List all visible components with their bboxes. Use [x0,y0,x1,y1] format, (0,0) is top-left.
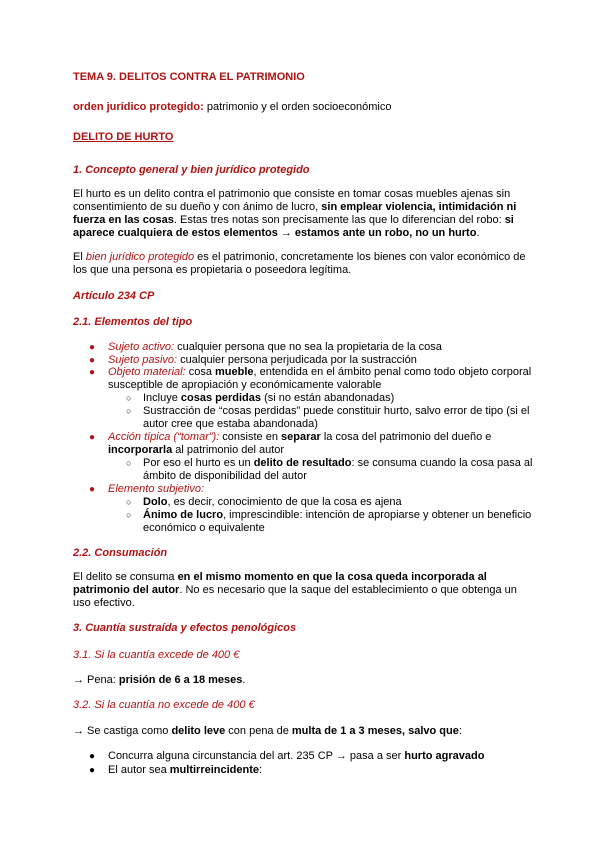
sub-bold: Ánimo de lucro [143,509,224,521]
list-item [89,431,535,457]
item-bold: separar [281,431,321,443]
bullet-icon: ● [89,751,96,762]
item-text: cualquier persona que no sea la propietaria de la cosa [174,341,442,353]
s1-paragraph-2 [73,251,535,277]
item-text: : [259,764,263,776]
pena1-text-a: → Pena: [73,674,119,686]
circle-bullet-icon: ○ [126,406,132,416]
list-item [89,483,535,496]
legal-good-label: orden jurídico protegido: [73,101,204,113]
document-title: TEMA 9. DELITOS CONTRA EL PATRIMONIO [73,71,305,83]
item-label: Sujeto pasivo: [108,354,178,366]
s1-p1-text-c: . Estas tres notas son precisamente las que lo diferencian del robo: [173,214,505,226]
bullet-icon: ● [89,367,96,378]
s1-p1-text-a: El hurto es un delito contra el patrimonio que consiste en tomar cosas muebles ajenas sin consentimiento de su dueño y con ánimo de lucro, [73,188,511,213]
pena-2 [73,725,535,738]
circle-bullet-icon: ○ [126,458,132,468]
item-bold: mueble [215,366,254,378]
s22-text-a: El delito se consuma [73,571,178,583]
item-text: cosa [185,366,216,378]
sub-text: , es decir, conocimiento de que la cosa es ajena [167,496,402,508]
circle-bullet-icon: ○ [126,510,132,520]
s22-heading: 2.2. Consumación [73,547,168,559]
list-item [89,764,535,777]
pena1-bold-b: prisión de 6 a 18 meses [118,674,243,686]
item-text: Concurra alguna circunstancia del art. 235 CP → pasa a ser [108,750,405,762]
pena2-text-a: → Se castiga como [73,725,172,737]
sub-bold: Dolo [143,496,168,508]
sub-text: Por eso el hurto es un [143,457,254,469]
s1-p2-text-a: El [73,251,86,263]
s3-heading: 3. Cuantía sustraída y efectos penológicos [73,622,297,634]
sub-text: Sustracción de “cosas perdidas” puede constituir hurto, salvo error de tipo (si el autor cree que estaba abandonada) [143,405,530,430]
s31-heading: 3.1. Si la cuantía excede de 400 € [73,649,240,661]
s1-heading: 1. Concepto general y bien jurídico protegido [73,164,310,176]
legal-good-line [73,101,535,114]
item-label: Acción típica (“tomar”): [108,431,220,443]
pena2-text-e: : [458,725,462,737]
item-bold: hurto agravado [404,750,485,762]
s21-heading: 2.1. Elementos del tipo [73,316,193,328]
sub-list-item [126,457,535,483]
s22-bold-b: en el mismo momento en que la cosa queda incorporada al patrimonio del autor [73,571,487,596]
bullet-icon: ● [89,355,96,366]
sub-list-item [126,392,535,405]
s1-p2-italic-b: bien jurídico protegido [85,251,195,263]
list-item [89,341,535,354]
list-item [89,750,535,763]
circle-bullet-icon: ○ [126,393,132,403]
bullet-icon: ● [89,342,96,353]
s22-text-c: . No es necesario que la saque del establecimiento o que obtenga un uso efectivo. [73,584,517,609]
sub-text: , imprescindible: intención de apropiarse y obtener un beneficio económico o equivalente [143,509,532,534]
sub-bold: delito de resultado [253,457,352,469]
bullet-icon: ● [89,432,96,443]
pena2-bold-d: multa de 1 a 3 meses, salvo que [291,725,459,737]
sub-text: : se consuma cuando la cosa pasa al ámbito de disponibilidad del autor [143,457,533,482]
s1-p1-bold-b: sin emplear violencia, intimidación ni fuerza en las cosas [73,201,517,226]
item-text: , entendida en el ámbito penal como todo objeto corporal susceptible de apropiación y económicamente valorable [108,366,532,391]
legal-good-text: patrimonio y el orden socioeconómico [203,101,392,113]
pena2-bold-b: delito leve [171,725,226,737]
bullet-icon: ● [89,765,96,776]
circle-bullet-icon: ○ [126,497,132,507]
section-heading: DELITO DE HURTO [73,131,174,143]
item-label: Elemento subjetivo: [108,483,204,495]
item-text: consiste en [219,431,282,443]
sub-bold: cosas perdidas [180,392,262,404]
s1-p1-bold-d: si aparece cualquiera de estos elementos → estamos ante un robo, no un hurto [73,214,514,239]
item-text: cualquier persona perjudicada por la sustracción [177,354,417,366]
s1-p1-text-e: . [476,227,480,239]
item-text: al patrimonio del autor [172,444,285,456]
item-bold: incorporarla [108,444,173,456]
sub-list-item [126,509,535,535]
sub-text: Incluye [143,392,181,404]
item-label: Sujeto activo: [108,341,175,353]
item-text: la cosa del patrimonio del dueño e [320,431,492,443]
s1-paragraph-1 [73,188,535,240]
item-bold: multirreincidente [169,764,260,776]
sub-list-item [126,496,535,509]
s1-p2-text-c: es el patrimonio, concretamente los bienes con valor económico de los que una persona es propietaria o poseedora legítima. [73,251,526,276]
list-item [89,366,535,392]
s32-heading: 3.2. Si la cuantía no excede de 400 € [73,699,255,711]
article-reference: Artículo 234 CP [73,290,155,302]
pena2-text-c: con pena de [225,725,292,737]
sub-list-item [126,405,535,431]
sub-text: (si no están abandonadas) [261,392,395,404]
item-label: Objeto material: [108,366,186,378]
item-text: El autor sea [108,764,170,776]
pena1-text-c: . [242,674,246,686]
pena-1 [73,674,535,687]
s22-paragraph [73,571,535,610]
bullet-icon: ● [89,484,96,495]
